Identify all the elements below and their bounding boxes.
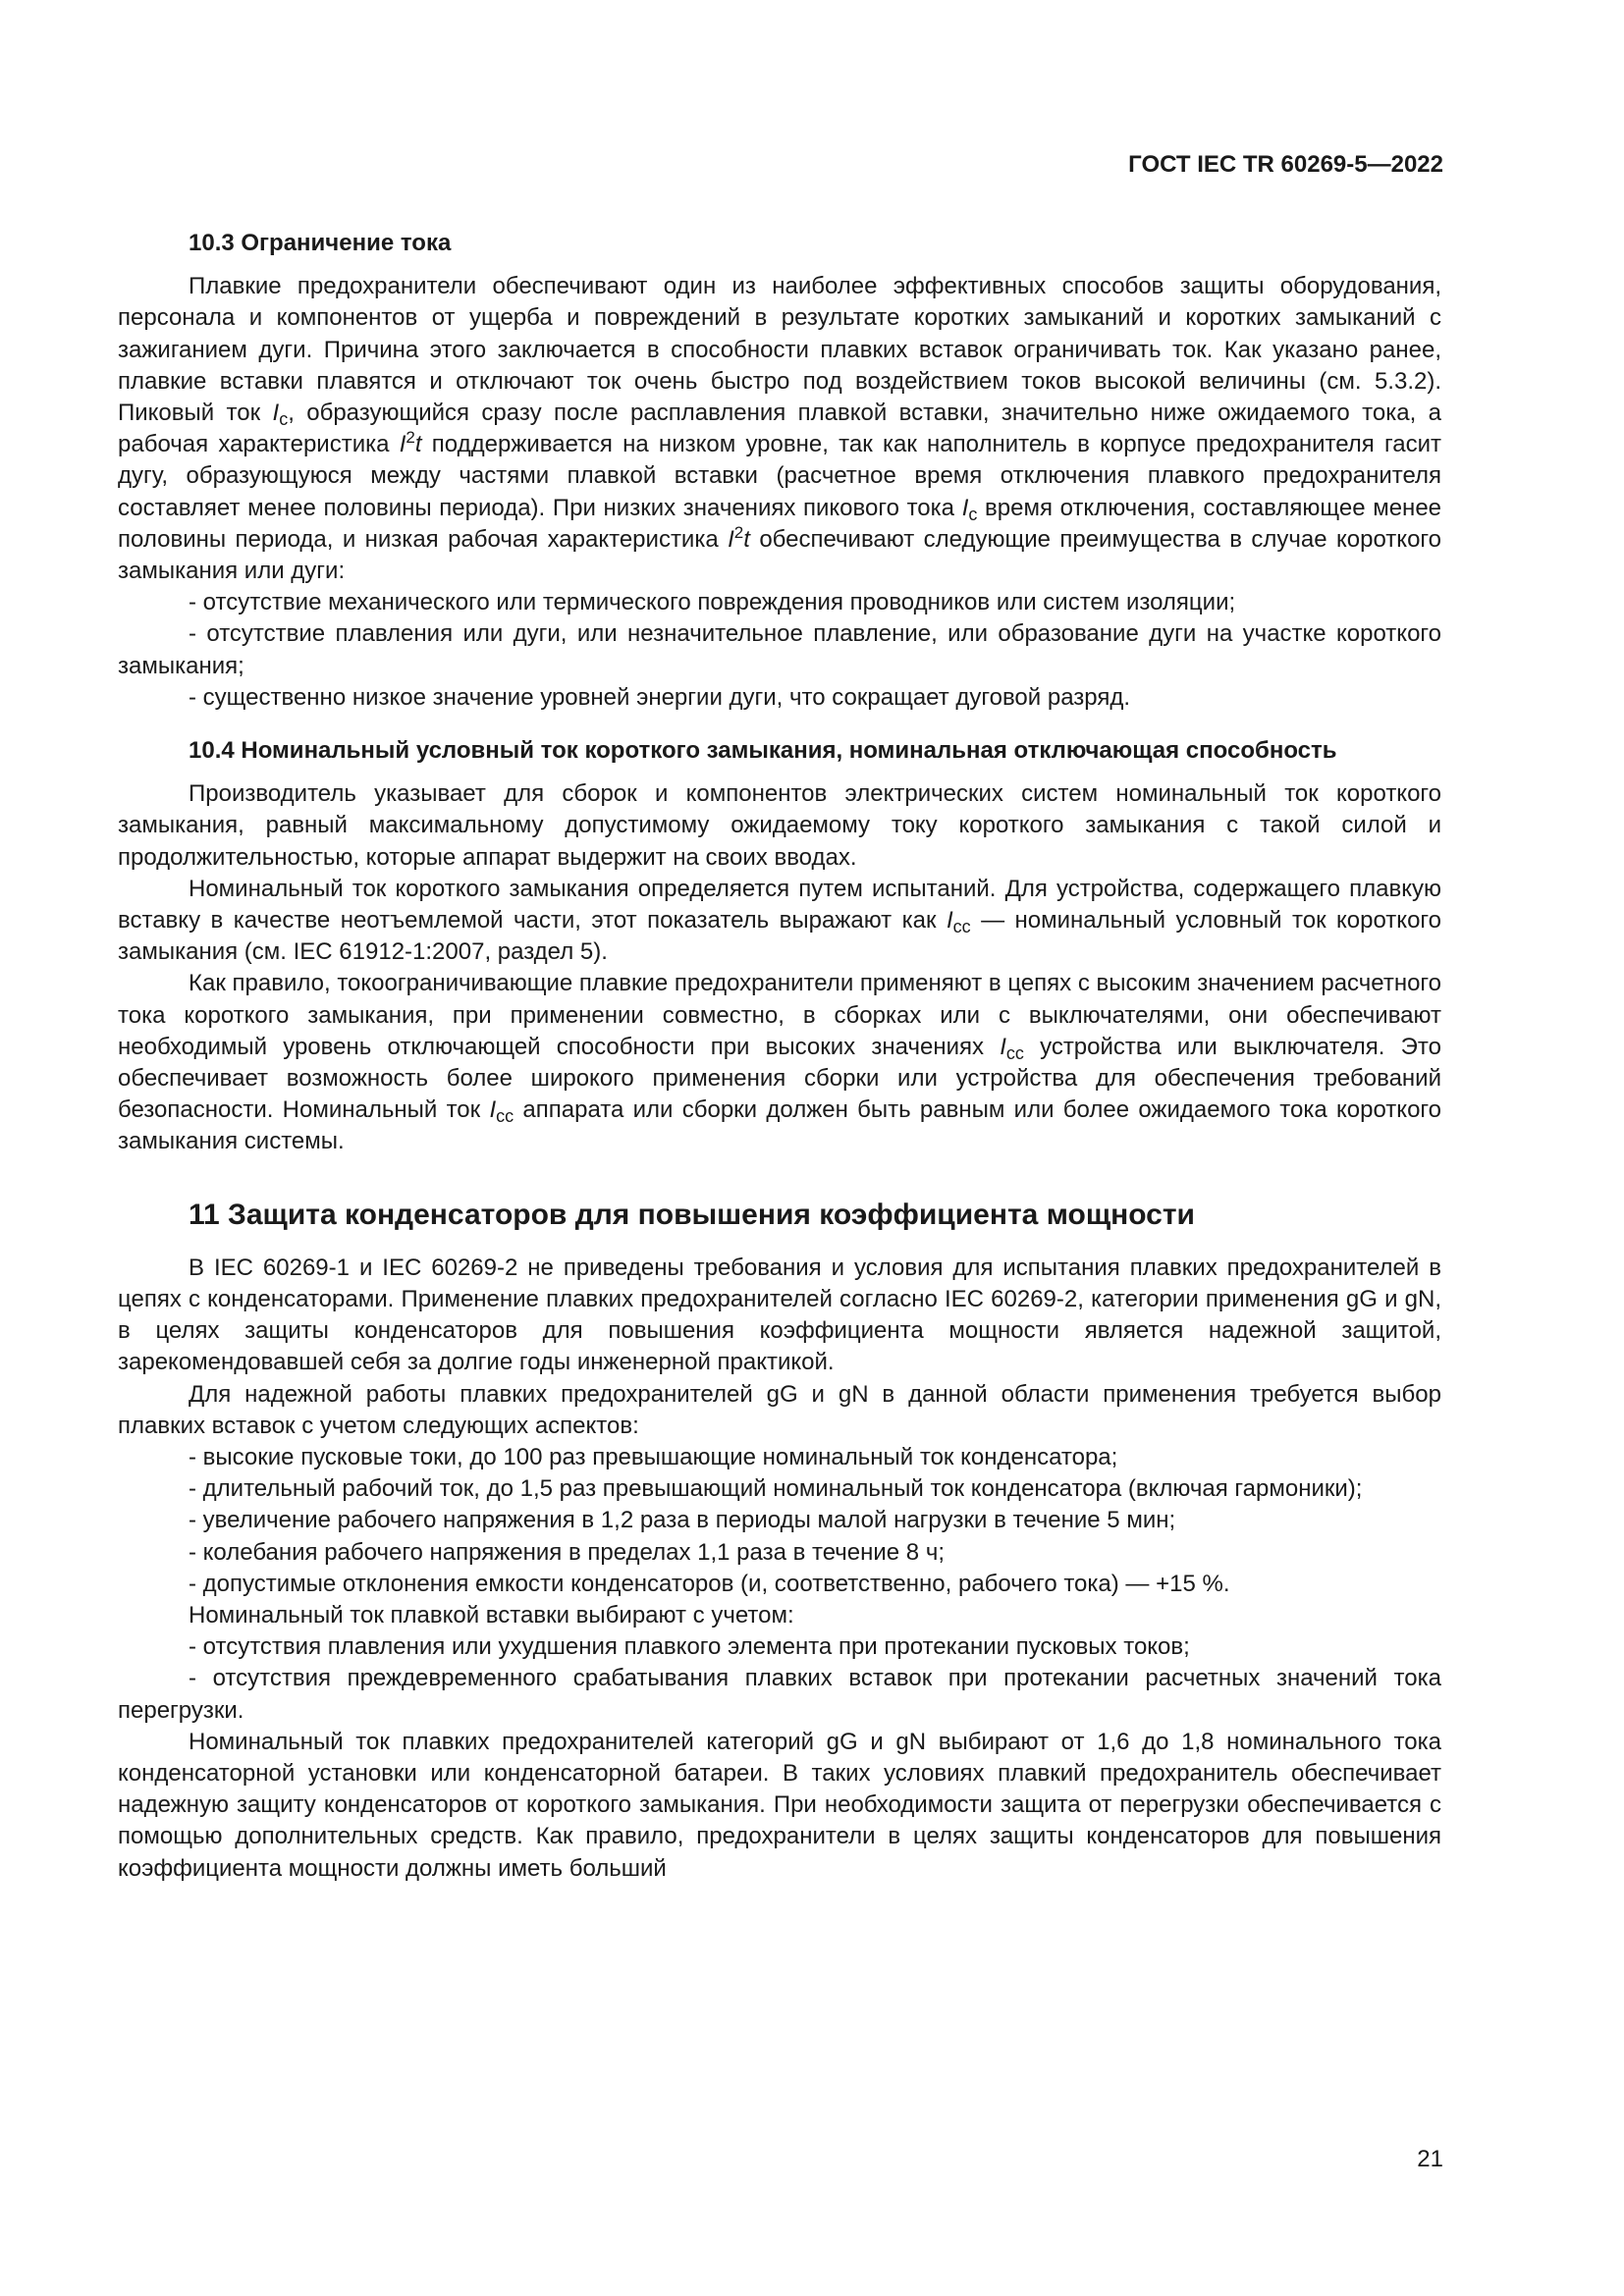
symbol-i: I	[946, 907, 953, 934]
text-run: поддерживается на низком уровне, так как наполнитель в корпусе предохранителя гасит дугу, образующуюся между частями плавкой вставки (расчетное время отключения плавкого предохранителя составляет менее половины периода). При низких значениях пикового тока	[118, 431, 1441, 521]
list-item: - увеличение рабочего напряжения в 1,2 раза в периоды малой нагрузки в течение 5 мин;	[189, 1507, 1176, 1534]
symbol-i: I	[728, 525, 734, 553]
section-11-heading: 11 Защита конденсаторов для повышения коэффициента мощности	[189, 1198, 1195, 1231]
subscript-c: c	[279, 409, 289, 430]
text-run: Номинальный ток короткого замыкания определяется путем испытаний. Для устройства, содержащего плавкую вставку в качестве неотъемлемой части, этот показатель выражают как	[118, 875, 1441, 934]
document-body	[118, 228, 1441, 1885]
subscript-cc: cc	[952, 917, 971, 937]
superscript-2: 2	[733, 522, 744, 542]
list-item: - отсутствия плавления или ухудшения плавкого элемента при протекании пусковых токов;	[189, 1633, 1190, 1661]
list-item: - отсутствие механического или термического повреждения проводников или систем изоляции;	[189, 589, 1236, 616]
subscript-cc: cc	[496, 1106, 514, 1127]
symbol-i: I	[489, 1096, 497, 1124]
list-item: - длительный рабочий ток, до 1,5 раз превышающий номинальный ток конденсатора (включая гармоники);	[189, 1475, 1363, 1503]
section-10-4-heading: 10.4 Номинальный условный ток короткого замыкания, номинальная отключающая способность	[189, 737, 1337, 765]
section-11-paragraph-4: Номинальный ток плавких предохранителей категорий gG и gN выбирают от 1,6 до 1,8 номинального тока конденсаторной установки или конденсаторной батареи. В таких условиях плавкий предохранитель обеспечивает надежную защиту конденсаторов от короткого замыкания. При необходимости защита от перегрузки обеспечивается с помощью дополнительных средств. Как правило, предохранители в целях защиты конденсаторов для повышения коэффициента мощности должны иметь больший	[118, 1728, 1441, 1882]
list-item: - существенно низкое значение уровней энергии дуги, что сокращает дуговой разряд.	[189, 683, 1131, 711]
symbol-i: I	[1000, 1033, 1006, 1060]
superscript-2: 2	[406, 428, 415, 448]
list-item: - допустимые отклонения емкости конденсаторов (и, соответственно, рабочего тока) — +15 %.	[189, 1570, 1230, 1597]
subscript-c: c	[968, 504, 978, 524]
text-run: Плавкие предохранители обеспечивают один из наиболее эффективных способов защиты оборудования, персонала и компонентов от ущерба и повреждений в результате коротких замыканий и коротких замыканий с зажиганием дуги. Причина этого заключается в способности плавких вставок ограничивать ток. Как указано ранее, плавкие вставки плавятся и отключают ток очень быстро под воздействием токов высокой величины (см. 5.3.2). Пиковый ток	[118, 273, 1441, 427]
section-10-3-heading: 10.3 Ограничение тока	[189, 230, 452, 256]
section-10-4-paragraph-2	[118, 874, 1441, 969]
section-10-4-paragraph-3	[118, 968, 1441, 1157]
list-item: - колебания рабочего напряжения в пределах 1,1 раза в течение 8 ч;	[189, 1538, 945, 1566]
section-11-paragraph-3: Номинальный ток плавкой вставки выбирают с учетом:	[189, 1601, 794, 1629]
subscript-cc: cc	[1005, 1042, 1024, 1063]
text-run: , образующийся сразу после расплавления плавкой вставки, значительно ниже ожидаемого тока, а рабочая характеристика	[118, 400, 1441, 458]
symbol-t: t	[414, 431, 422, 458]
text-run: устройства или выключателя. Это обеспечивает возможность более широкого применения сборки или устройства для обеспечения требований безопасности. Номинальный ток	[118, 1033, 1441, 1124]
symbol-i: I	[961, 494, 969, 521]
symbol-t: t	[743, 525, 750, 553]
list-item: - отсутствия преждевременного срабатывания плавких вставок при протекании расчетных значений тока перегрузки.	[118, 1665, 1441, 1724]
symbol-i: I	[272, 400, 280, 427]
standard-code-header: ГОСТ IEC TR 60269-5—2022	[1128, 151, 1443, 178]
page-number: 21	[1417, 2146, 1443, 2172]
text-run: Как правило, токоограничивающие плавкие предохранители применяют в цепях с высоким значением расчетного тока короткого замыкания, при применении совместно, в сборках или с выключателями, они обеспечивают необходимый уровень отключающей способности при высоких значениях	[118, 970, 1441, 1060]
section-10-3-paragraph	[118, 271, 1441, 587]
list-item: - высокие пусковые токи, до 100 раз превышающие номинальный ток конденсатора;	[189, 1443, 1118, 1470]
symbol-i: I	[399, 431, 406, 458]
text-run: аппарата или сборки должен быть равным или более ожидаемого тока короткого замыкания системы.	[118, 1096, 1441, 1155]
text-run: время отключения, составляющее менее половины периода, и низкая рабочая характеристика	[118, 494, 1442, 553]
text-run: обеспечивают следующие преимущества в случае короткого замыкания или дуги:	[118, 525, 1441, 585]
section-10-4-paragraph-1: Производитель указывает для сборок и компонентов электрических систем номинальный ток короткого замыкания, равный максимальному допустимому ожидаемому току короткого замыкания с такой силой и продолжительностью, которые аппарат выдержит на своих вводах.	[118, 780, 1441, 871]
section-11-paragraph-2: Для надежной работы плавких предохранителей gG и gN в данной области применения требуется выбор плавких вставок с учетом следующих аспектов:	[118, 1380, 1441, 1439]
list-item: - отсутствие плавления или дуги, или незначительное плавление, или образование дуги на участке короткого замыкания;	[118, 620, 1441, 679]
text-run: — номинальный условный ток короткого замыкания (см. IEC 61912-1:2007, раздел 5).	[118, 907, 1441, 966]
section-11-paragraph-1: В IEC 60269-1 и IEC 60269-2 не приведены требования и условия для испытания плавких предохранителей в цепях с конденсаторами. Применение плавких предохранителей согласно IEC 60269-2, категории применения gG и gN, в целях защиты конденсаторов для повышения коэффициента мощности является надежной защитой, зарекомендовавшей себя за долгие годы инженерной практикой.	[118, 1254, 1441, 1376]
